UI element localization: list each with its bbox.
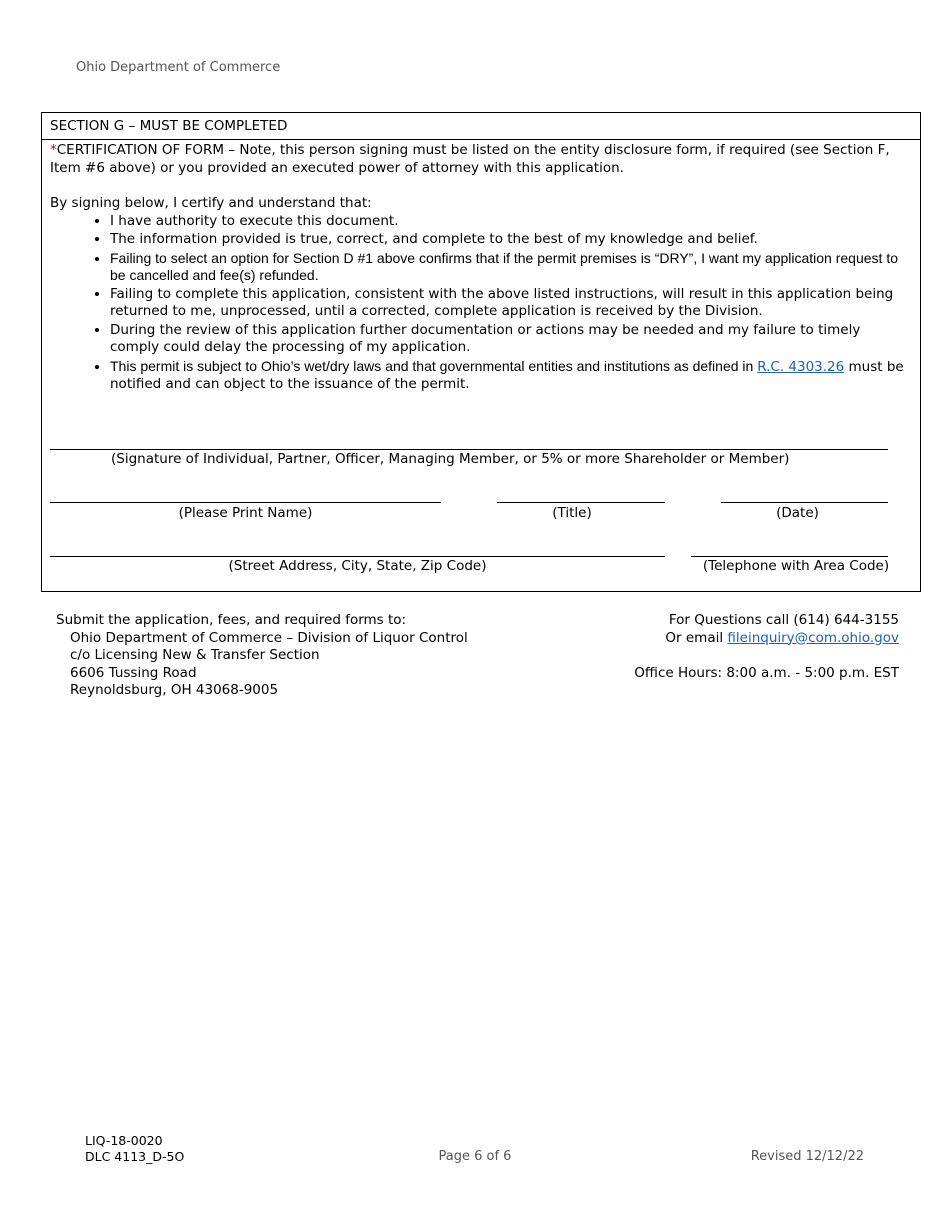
phone-caption: (Telephone with Area Code): [702, 558, 890, 574]
form-code: DLC 4113_D-5O: [85, 1149, 185, 1164]
rc-4303-26-link[interactable]: R.C. 4303.26: [757, 358, 845, 375]
office-hours: Office Hours: 8:00 a.m. - 5:00 p.m. EST: [634, 664, 899, 681]
list-item: • The information provided is true, correct, and complete to the best of my knowledge and belief.: [110, 231, 912, 249]
signature-line[interactable]: [50, 449, 888, 450]
list-item-text: This permit is subject to Ohio’s wet/dry laws and that governmental entities and institutions as defined in: [110, 357, 758, 374]
address-line-text: Reynoldsburg, OH 43068-9005: [70, 682, 279, 698]
list-item: • Failing to select an option for Section D #1 above confirms that if the permit premises is “DRY”, I want my application request to be cancelled and fee(s) refunded.: [110, 250, 912, 285]
phone-contact: For Questions call (614) 644-3155: [668, 612, 899, 628]
address-line-text: 6606 Tussing Road: [70, 664, 197, 681]
email-link[interactable]: fileinquiry@com.ohio.gov: [727, 629, 899, 646]
print-name-caption: (Please Print Name): [178, 505, 313, 521]
email-contact: [634, 630, 899, 648]
submission-address: [56, 612, 468, 700]
certification-text: CERTIFICATION OF FORM – Note, this person signing must be listed on the entity disclosure form, if required (see Section F, Item #6 above) or you provided an executed power of attorney with this application.: [50, 142, 890, 176]
required-asterisk: *: [50, 142, 57, 158]
revision-date: Revised 12/12/22: [750, 1149, 864, 1164]
page-number: Page 6 of 6: [438, 1149, 512, 1164]
print-name-line[interactable]: [50, 502, 441, 503]
list-item: • Failing to complete this application, consistent with the above listed instructions, will result in this application being returned to me, unprocessed, until a corrected, complete application is received by the Division.: [110, 286, 912, 321]
submit-heading: Submit the application, fees, and required forms to:: [56, 612, 407, 628]
address-line-text: c/o Licensing New & Transfer Section: [70, 647, 320, 663]
address-line[interactable]: [50, 556, 665, 557]
date-line[interactable]: [721, 502, 888, 503]
list-item-text: must be notified and can object to the issuance of the permit.: [110, 358, 904, 392]
certify-intro: By signing below, I certify and understand that:: [50, 195, 372, 211]
address-caption: (Street Address, City, State, Zip Code): [228, 558, 487, 574]
signature-caption: (Signature of Individual, Partner, Officer, Managing Member, or 5% or more Shareholder or Member): [111, 451, 790, 467]
list-item: [110, 358, 912, 394]
section-title: SECTION G – MUST BE COMPLETED: [42, 113, 920, 140]
certification-list: [50, 213, 912, 394]
agency-name: Ohio Department of Commerce: [76, 60, 281, 75]
spacer: [634, 647, 899, 665]
title-caption: (Title): [552, 505, 592, 521]
certification-note: [50, 142, 912, 177]
list-item: • During the review of this application further documentation or actions may be needed and my failure to timely comply could delay the processing of my application.: [110, 322, 912, 357]
phone-line[interactable]: [691, 556, 888, 557]
address-line-text: Ohio Department of Commerce – Division of Liquor Control: [70, 629, 468, 646]
form-id: LIQ-18-0020: [85, 1133, 163, 1148]
email-prefix: Or email: [665, 629, 728, 646]
section-body: [42, 140, 920, 394]
list-item: • I have authority to execute this document.: [110, 213, 912, 231]
title-line[interactable]: [497, 502, 665, 503]
contact-info: [634, 612, 899, 682]
date-caption: (Date): [776, 505, 819, 521]
